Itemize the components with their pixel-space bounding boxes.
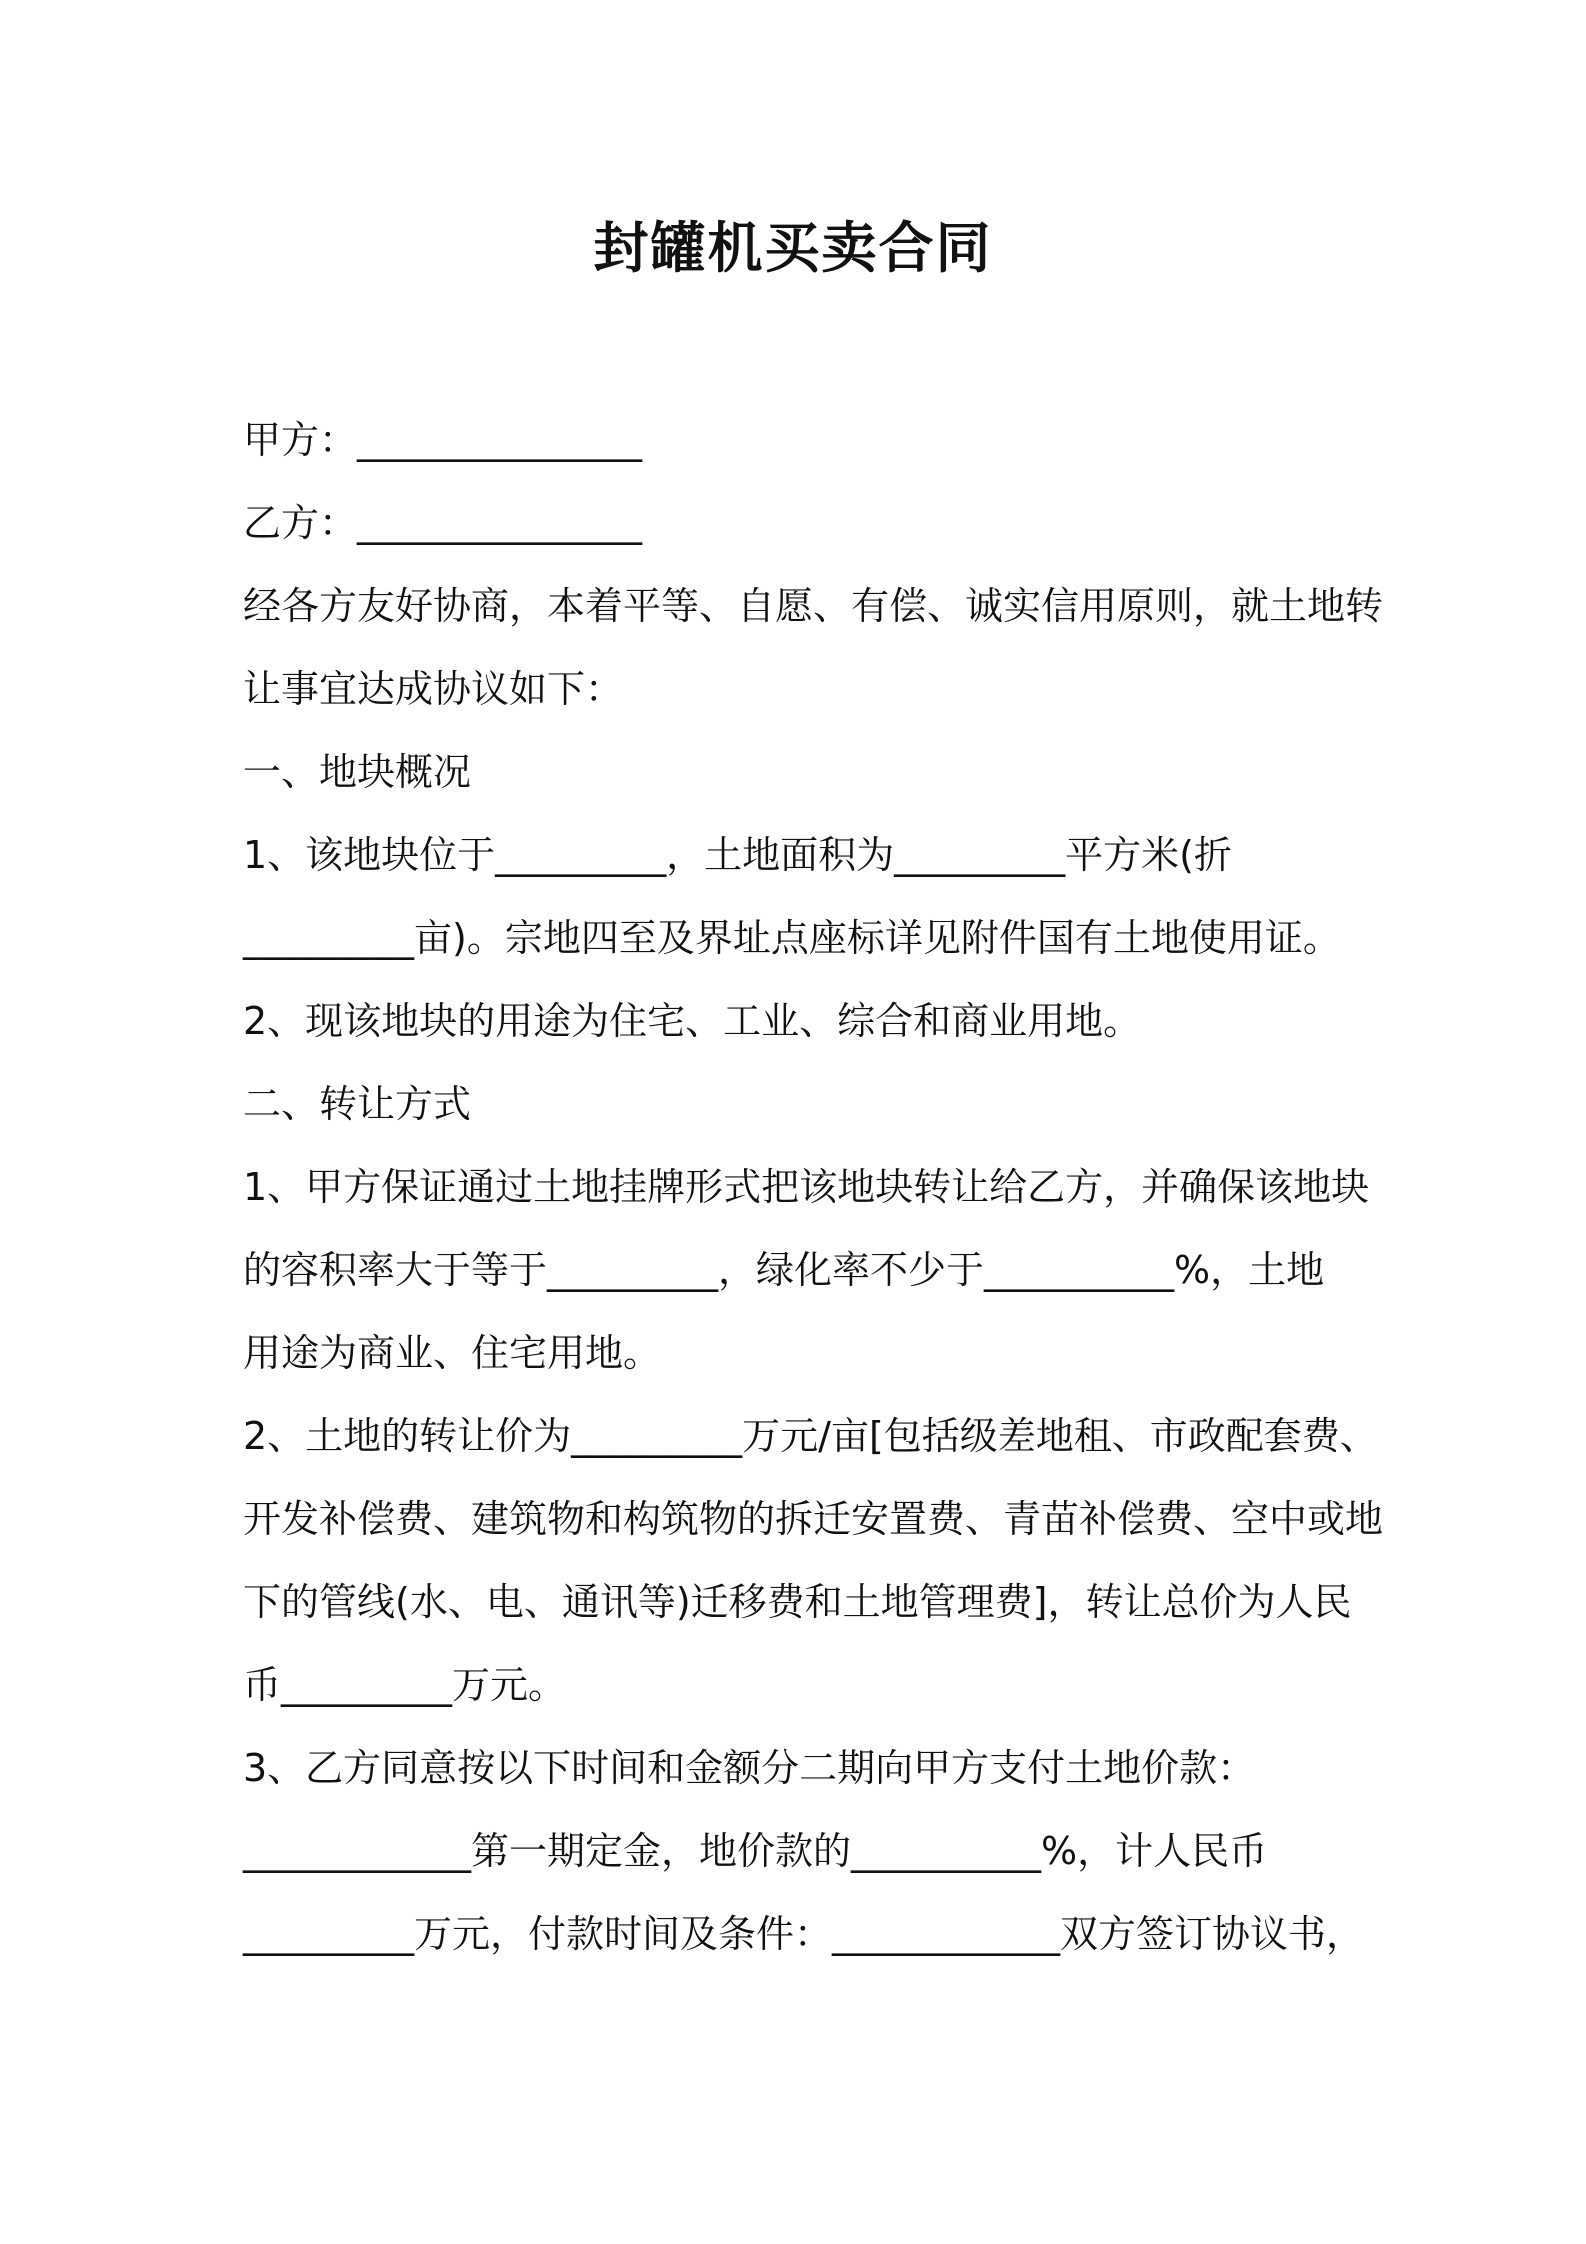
clause-2-1-line-2: 的容积率大于等于_________，绿化率不少于__________%，土地 xyxy=(243,1248,1325,1292)
clause-1-1-line-2: _________亩)。宗地四至及界址点座标详见附件国有土地使用证。 xyxy=(243,916,1341,960)
document-body xyxy=(243,399,1384,1976)
clause-2-1-line-3: 用途为商业、住宅用地。 xyxy=(243,1331,662,1375)
party-b-line: 乙方：_______________ xyxy=(243,501,643,545)
clause-2-2-line-2: 开发补偿费、建筑物和构筑物的拆迁安置费、青苗补偿费、空中或地 xyxy=(243,1497,1384,1541)
party-a-line: 甲方：_______________ xyxy=(243,418,643,462)
document-title: 封罐机买卖合同 xyxy=(593,216,993,280)
clause-1-2-line-1: 2、现该地块的用途为住宅、工业、综合和商业用地。 xyxy=(243,999,1142,1043)
section-heading-2: 二、转让方式 xyxy=(243,1082,472,1126)
section-heading-1: 一、地块概况 xyxy=(243,750,472,794)
preamble-line-1: 经各方友好协商，本着平等、自愿、有偿、诚实信用原则，就土地转 xyxy=(243,584,1384,628)
clause-2-2-line-3: 下的管线(水、电、通讯等)迁移费和土地管理费]，转让总价为人民 xyxy=(243,1580,1352,1624)
clause-2-2-line-4: 币_________万元。 xyxy=(243,1663,567,1707)
clause-1-1-line-1: 1、该地块位于_________，土地面积为_________平方米(折 xyxy=(243,833,1233,877)
preamble-line-2: 让事宜达成协议如下： xyxy=(243,667,624,711)
clause-2-3-line-1: 3、乙方同意按以下时间和金额分二期向甲方支付土地价款： xyxy=(243,1746,1256,1790)
clause-2-1-line-1: 1、甲方保证通过土地挂牌形式把该地块转让给乙方，并确保该地块 xyxy=(243,1165,1370,1209)
clause-2-2-line-1: 2、土地的转让价为_________万元/亩[包括级差地租、市政配套费、 xyxy=(243,1414,1378,1458)
clause-2-3-line-2: ____________第一期定金，地价款的__________%，计人民币 xyxy=(243,1829,1268,1873)
clause-2-3-line-3: _________万元，付款时间及条件：____________双方签订协议书， xyxy=(243,1912,1365,1956)
